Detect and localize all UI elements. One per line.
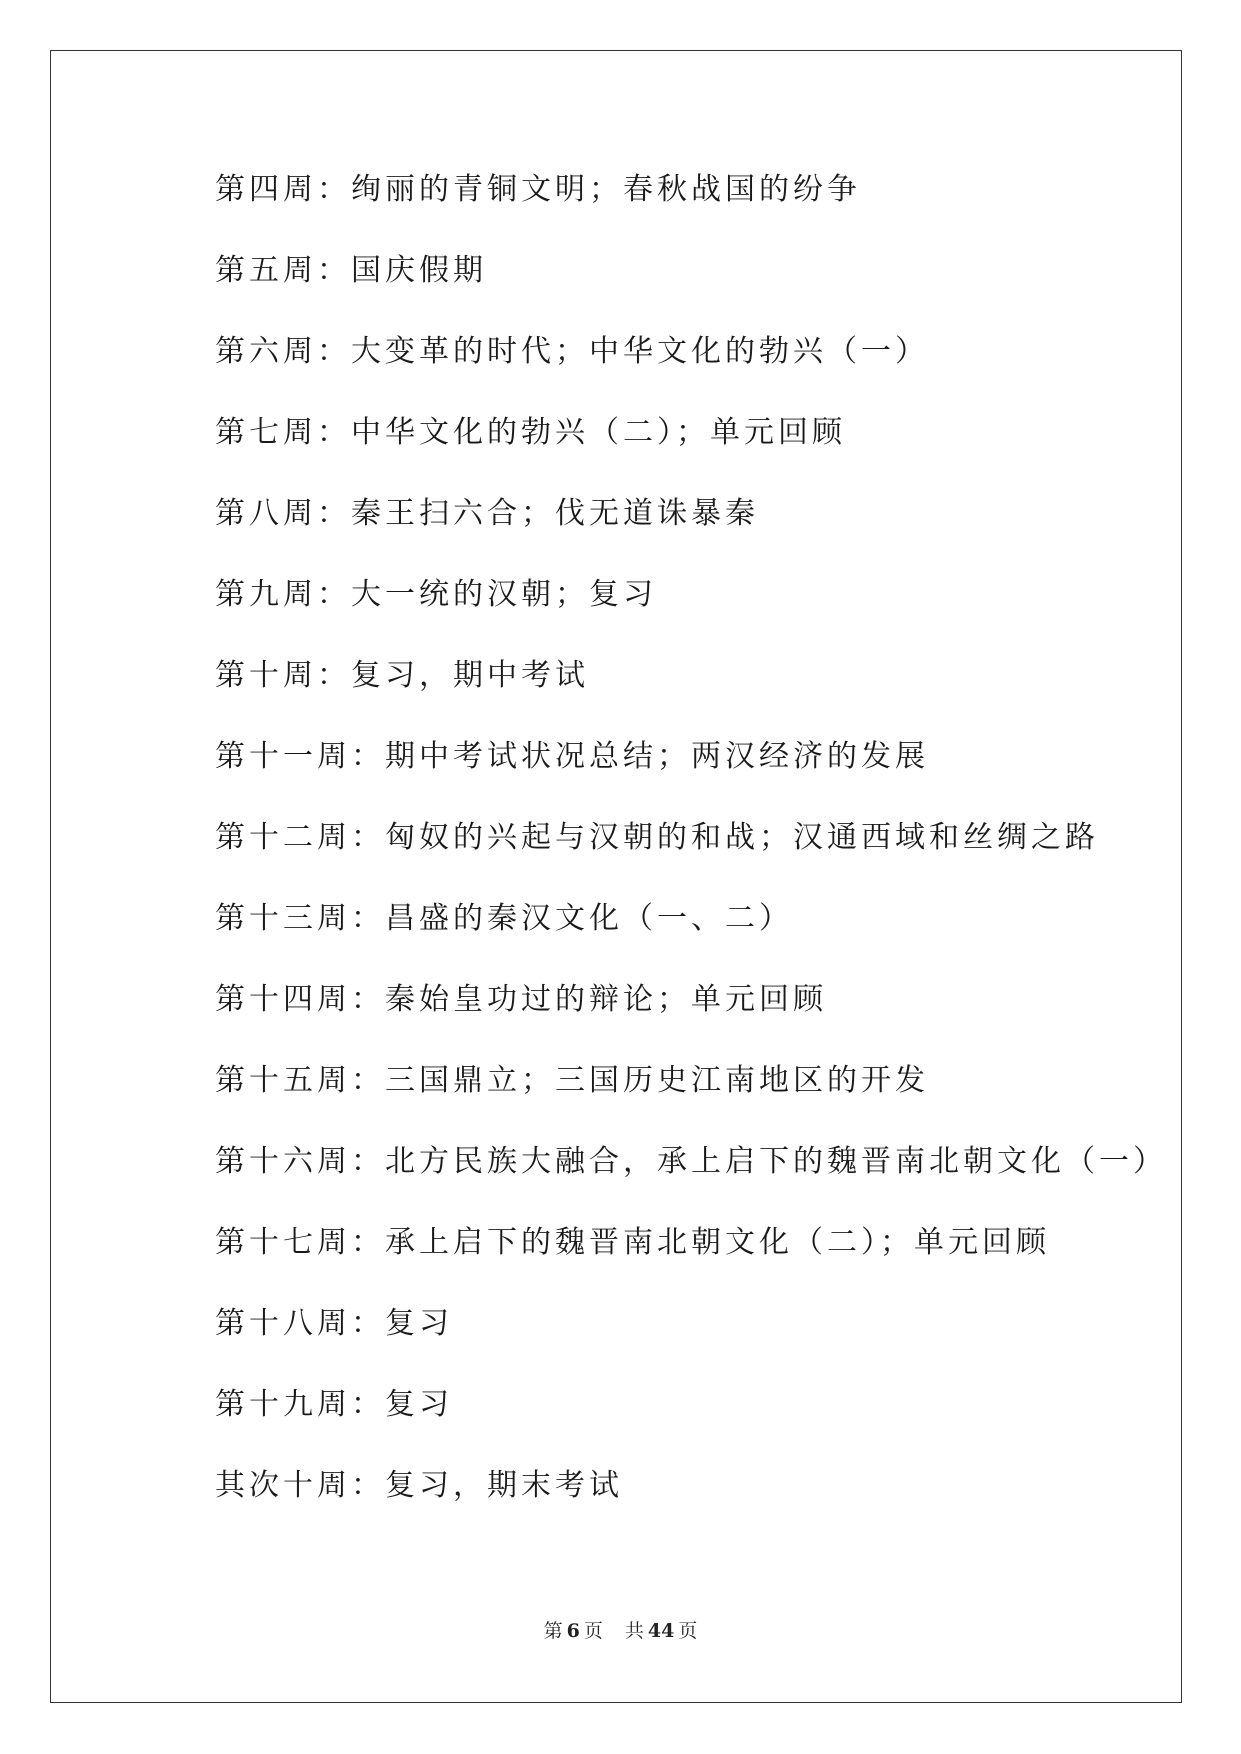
schedule-line: 第十四周：秦始皇功过的辩论；单元回顾 <box>215 982 827 1017</box>
schedule-line: 第六周：大变革的时代；中华文化的勃兴（一） <box>215 334 929 369</box>
schedule-line: 第四周：绚丽的青铜文明；春秋战国的纷争 <box>215 172 861 207</box>
schedule-line: 第七周：中华文化的勃兴（二）；单元回顾 <box>215 415 846 450</box>
schedule-line: 第十八周：复习 <box>215 1306 453 1341</box>
total-pages: 44 <box>647 1620 675 1642</box>
schedule-line: 第十周：复习，期中考试 <box>215 658 589 693</box>
schedule-line: 第十一周：期中考试状况总结；两汉经济的发展 <box>215 739 929 774</box>
schedule-line: 第五周：国庆假期 <box>215 253 487 288</box>
schedule-line: 第八周：秦王扫六合；伐无道诛暴秦 <box>215 496 759 531</box>
schedule-line: 第九周：大一统的汉朝；复习 <box>215 577 657 612</box>
weekly-schedule <box>215 166 1167 1543</box>
page-number: 6 <box>566 1620 580 1642</box>
schedule-line: 第十九周：复习 <box>215 1387 453 1422</box>
page-suffix: 页 <box>583 1620 603 1642</box>
schedule-line: 第十五周：三国鼎立；三国历史江南地区的开发 <box>215 1063 929 1098</box>
schedule-line: 第十二周：匈奴的兴起与汉朝的和战；汉通西域和丝绸之路 <box>215 820 1099 855</box>
page-footer <box>0 1616 1241 1643</box>
schedule-line: 第十七周：承上启下的魏晋南北朝文化（二）；单元回顾 <box>215 1225 1050 1260</box>
schedule-line: 第十六周：北方民族大融合，承上启下的魏晋南北朝文化（一） <box>215 1144 1167 1179</box>
schedule-line: 第十三周：昌盛的秦汉文化（一、二） <box>215 901 793 936</box>
schedule-line: 其次十周：复习，期末考试 <box>215 1468 623 1503</box>
page-prefix: 第 <box>543 1620 563 1642</box>
total-prefix: 共 <box>624 1620 644 1642</box>
total-suffix: 页 <box>678 1620 698 1642</box>
